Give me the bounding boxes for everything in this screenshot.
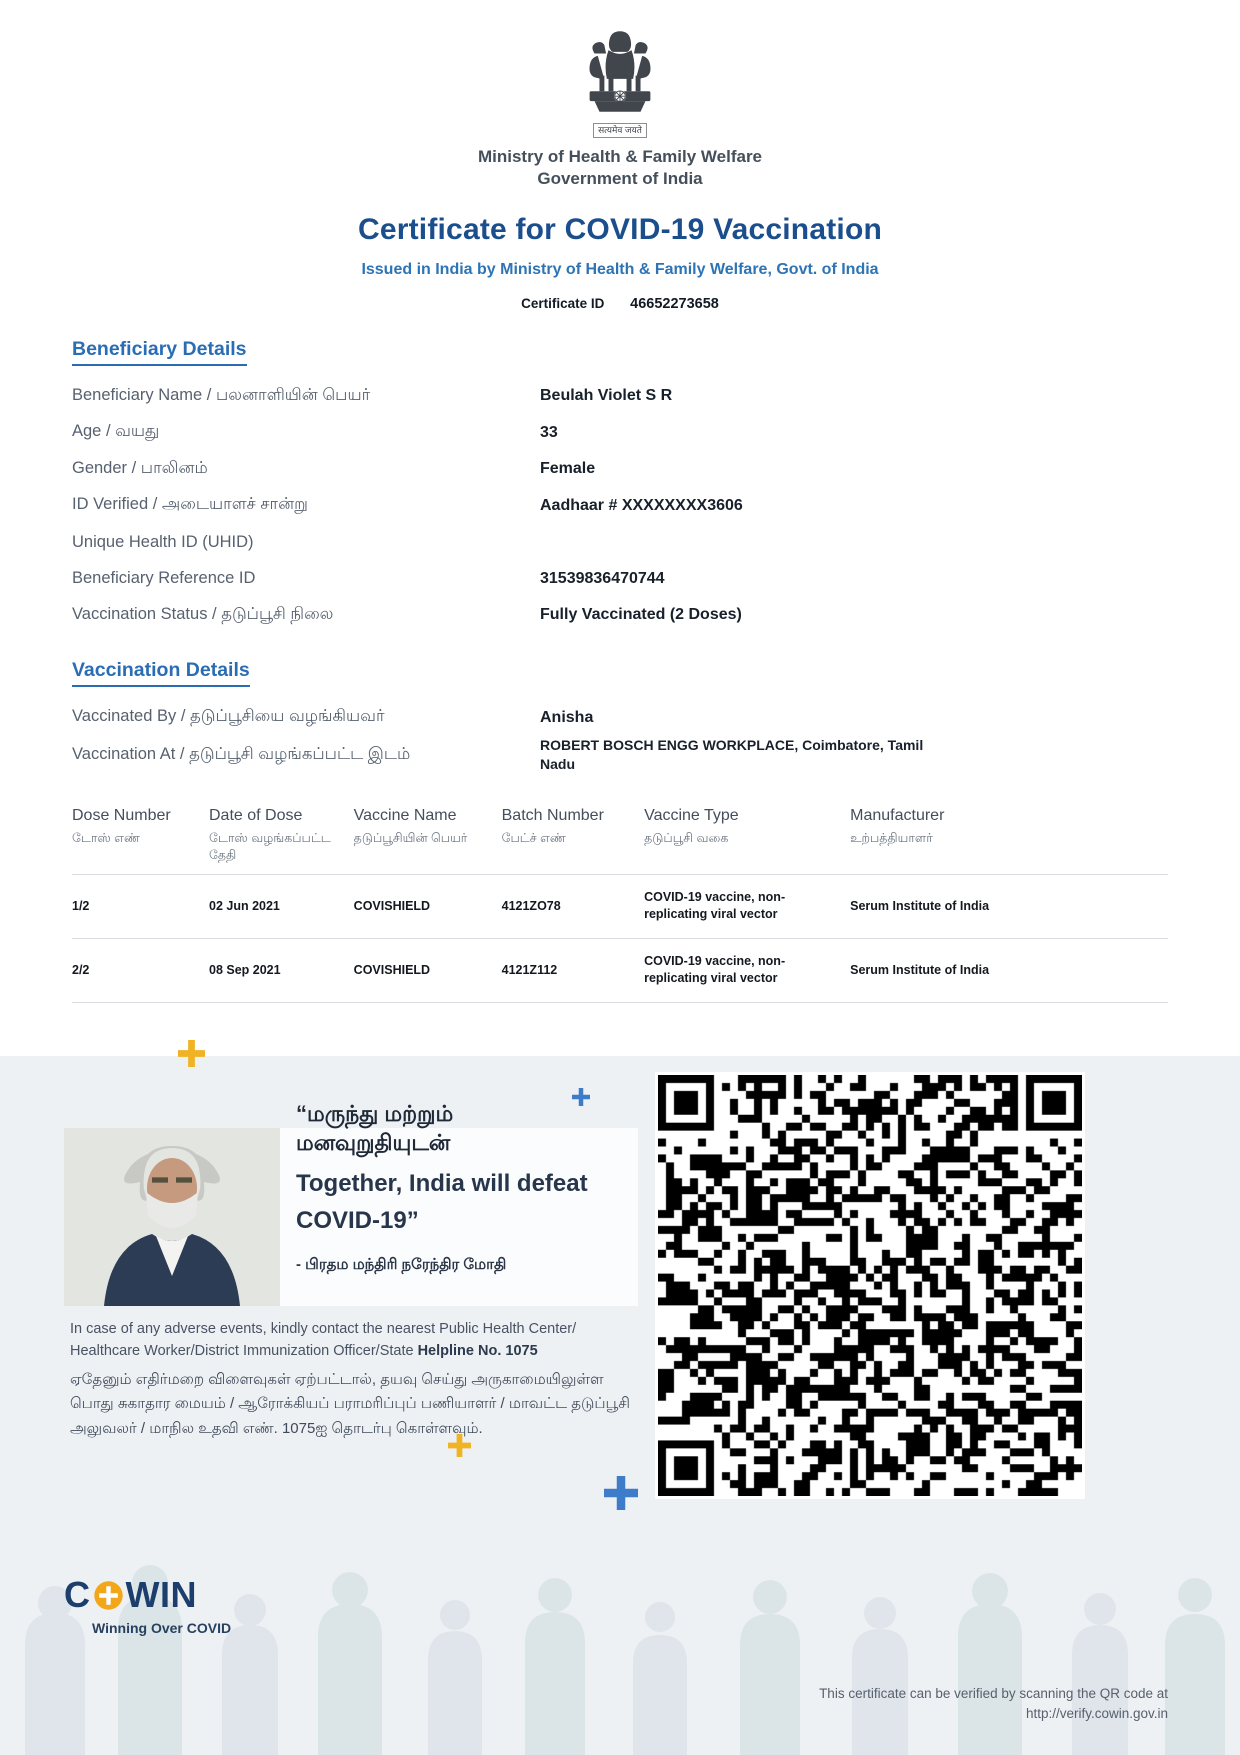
- field-label: ID Verified / அடையாளச் சான்று: [72, 495, 308, 514]
- field-label: Beneficiary Reference ID: [72, 569, 256, 588]
- certificate-id-line: [0, 296, 1240, 312]
- india-national-emblem-icon: [583, 28, 657, 120]
- dose-row-1: [72, 875, 1168, 939]
- field-row-vaccination-status: [72, 597, 1168, 634]
- cowin-logo: [64, 1574, 231, 1636]
- cowin-tagline: Winning Over COVID: [92, 1620, 232, 1636]
- field-row-id-verified: [72, 487, 1168, 524]
- field-value: Beulah Violet S R: [540, 387, 673, 405]
- field-value: Fully Vaccinated (2 Doses): [540, 606, 742, 624]
- certificate-id-value: 46652273658: [630, 295, 719, 312]
- field-row-age: [72, 414, 1168, 451]
- field-label: Age / வயது: [72, 422, 160, 441]
- cell-dose-number: 1/2: [72, 898, 90, 913]
- field-label: Gender / பாலினம்: [72, 458, 208, 477]
- field-value: ROBERT BOSCH ENGG WORKPLACE, Coimbatore, Tamil Nadu: [540, 736, 924, 773]
- qr-canvas: [658, 1075, 1082, 1496]
- quote-english: Together, India will defeat COVID-19”: [296, 1170, 588, 1235]
- cell-vaccine-type: COVID-19 vaccine, non-replicating viral vector: [644, 889, 786, 922]
- field-label: Vaccinated By / தடுப்பூசியை வழங்கியவர்: [72, 707, 385, 726]
- helpline-number: Helpline No. 1075: [417, 1343, 538, 1360]
- column-header-manufacturer: Manufacturer உற்பத்தியாளர்: [850, 807, 945, 846]
- cell-date-of-dose: 02 Jun 2021: [209, 898, 280, 913]
- field-label: Vaccination Status / தடுப்பூசி நிலை: [72, 604, 334, 623]
- pm-quote-block: [296, 1100, 588, 1275]
- dose-table-header: [72, 807, 1168, 875]
- column-header-dose-number: Dose Number டோஸ் எண்: [72, 807, 171, 846]
- column-header-date-of-dose: Date of Dose டோஸ் வழங்கப்பட்ட தேதி: [209, 807, 331, 862]
- field-value: Anisha: [540, 708, 594, 726]
- field-row-beneficiary-name: [72, 378, 1168, 415]
- certificate-footer: [0, 1056, 1240, 1755]
- field-value: 33: [540, 423, 558, 441]
- cell-manufacturer: Serum Institute of India: [850, 898, 990, 913]
- vaccination-details-heading: Vaccination Details: [72, 659, 250, 687]
- certificate-header: [0, 0, 1240, 312]
- adverse-events-notice-tamil: ஏதேனும் எதிர்மறை விளைவுகள் ஏற்பட்டால், தயவு செய்து அருகாமையிலுள்ள பொது சுகாதார மையம் / ஆரோக்கியப் பராமரிப்புப் பணியாளர் / மாவட்ட தடுப்பூசி அலுவலர் / மாநில உதவி எண். 1075ஐ தொடர்பு கொள்ளவும்.: [70, 1371, 630, 1437]
- field-row-gender: [72, 451, 1168, 488]
- emblem-motto: सत्यमेव जयते: [593, 123, 647, 138]
- dose-table: [72, 807, 1168, 1003]
- verify-text: This certificate can be verified by scanning the QR code at: [819, 1686, 1168, 1701]
- plus-decoration-yellow-icon: [178, 1040, 205, 1067]
- certificate-subtitle: Issued in India by Ministry of Health & Family Welfare, Govt. of India: [361, 260, 879, 278]
- beneficiary-fields: [72, 378, 1168, 634]
- cell-vaccine-name: COVISHIELD: [353, 898, 431, 913]
- vaccination-fields: [72, 699, 1168, 775]
- quote-attribution: - பிரதம மந்திரி நரேந்திர மோதி: [296, 1255, 507, 1273]
- prime-minister-photo: [64, 1128, 280, 1306]
- column-header-vaccine-name: Vaccine Name தடுப்பூசியின் பெயர்: [353, 807, 468, 846]
- cell-batch-number: 4121Z112: [501, 962, 558, 977]
- field-row-reference-id: [72, 560, 1168, 597]
- field-label: Beneficiary Name / பலனாளியின் பெயர்: [72, 385, 371, 404]
- cell-vaccine-name: COVISHIELD: [353, 962, 431, 977]
- field-row-uhid: [72, 524, 1168, 561]
- column-header-vaccine-type: Vaccine Type தடுப்பூசி வகை: [644, 807, 739, 846]
- field-value: 31539836470744: [540, 569, 665, 587]
- quote-tamil-line2: மனவுறுதியுடன்: [296, 1129, 451, 1155]
- plus-decoration-blue-large-icon: [604, 1476, 638, 1510]
- cell-date-of-dose: 08 Sep 2021: [209, 962, 281, 977]
- field-label: Unique Health ID (UHID): [72, 532, 254, 551]
- cell-batch-number: 4121ZO78: [501, 898, 561, 913]
- certificate-title: Certificate for COVID-19 Vaccination: [357, 212, 882, 246]
- cell-manufacturer: Serum Institute of India: [850, 962, 990, 977]
- cell-vaccine-type: COVID-19 vaccine, non-replicating viral vector: [644, 953, 786, 986]
- cowin-wordmark: C WIN: [64, 1574, 197, 1615]
- qr-code: [655, 1072, 1085, 1499]
- cowin-plus-circle-icon: [93, 1580, 124, 1611]
- column-header-batch-number: Batch Number பேட்ச் எண்: [501, 807, 604, 846]
- government-name: Government of India: [537, 169, 703, 189]
- field-row-vaccination-at: [72, 736, 1168, 775]
- ministry-name: Ministry of Health & Family Welfare: [477, 147, 763, 166]
- verify-url-link[interactable]: http://verify.cowin.gov.in: [1025, 1706, 1168, 1722]
- field-label: Vaccination At / தடுப்பூசி வழங்கப்பட்ட இடம்: [72, 744, 411, 763]
- adverse-events-notice-english: In case of any adverse events, kindly contact the nearest Public Health Center/ Healthcare Worker/District Immunization Officer/State Helpline No. 1075: [70, 1321, 577, 1360]
- field-value: Female: [540, 460, 596, 478]
- dose-row-2: [72, 939, 1168, 1003]
- beneficiary-details-heading: Beneficiary Details: [72, 338, 247, 366]
- cell-dose-number: 2/2: [72, 962, 90, 977]
- field-value: Aadhaar # XXXXXXXX3606: [540, 496, 743, 514]
- quote-tamil-line1: “மருந்து மற்றும்: [296, 1101, 454, 1126]
- verification-note: [819, 1684, 1168, 1725]
- field-row-vaccinated-by: [72, 699, 1168, 736]
- certificate-id-label: Certificate ID: [521, 295, 605, 311]
